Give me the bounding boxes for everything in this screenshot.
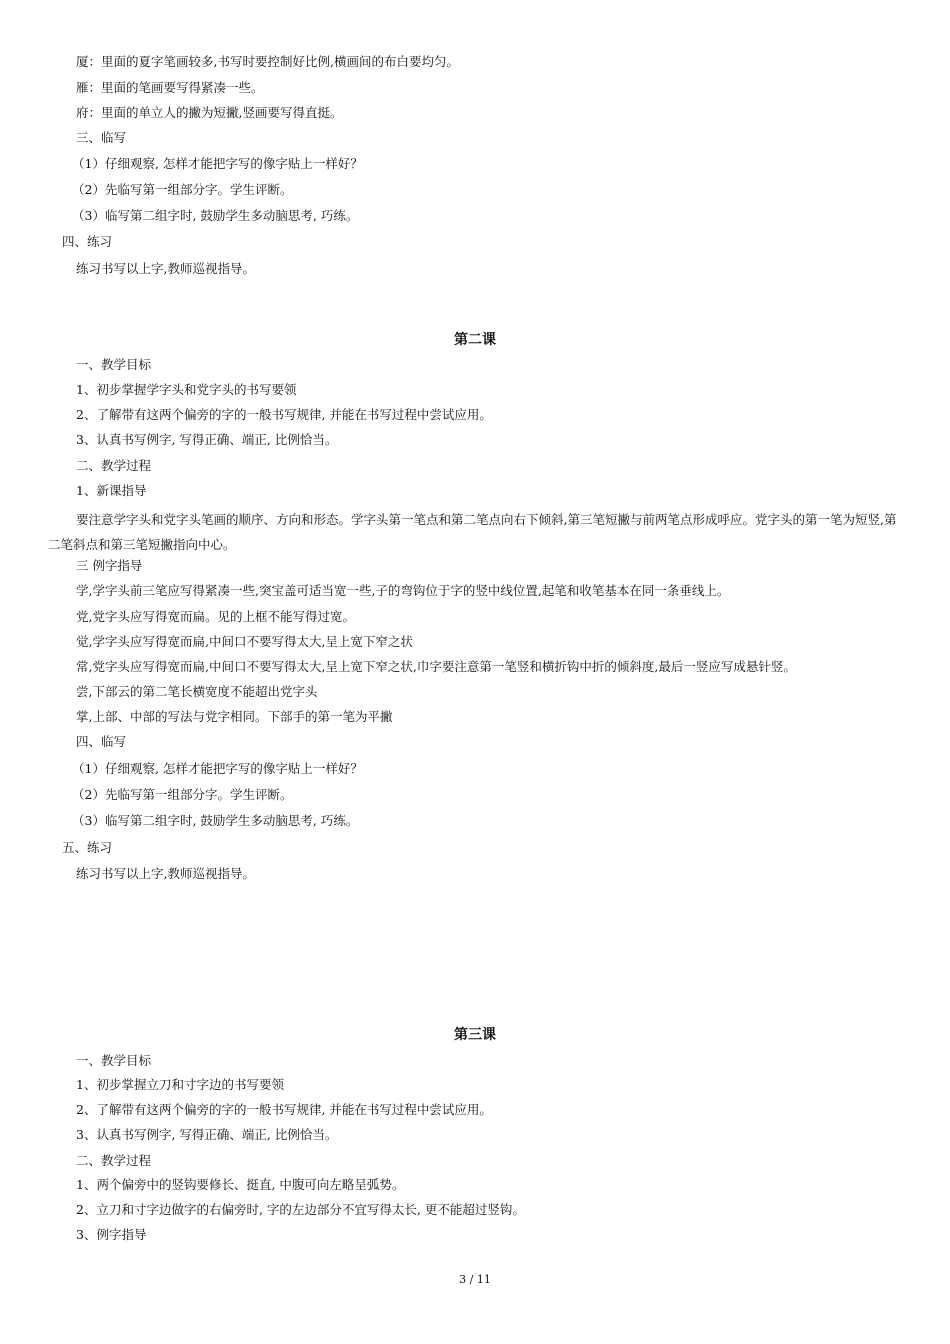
text-line: （2）先临写第一组部分字。学生评断。 (72, 787, 293, 802)
text-line: 雁：里面的笔画要写得紧凑一些。 (76, 80, 264, 95)
page-number: 3 / 11 (459, 1273, 491, 1286)
text-line: 党,党字头应写得宽而扁。见的上框不能写得过宽。 (76, 609, 355, 624)
text-line: 2、立刀和寸字边做字的右偏旁时, 字的左边部分不宜写得太长, 更不能超过竖钩。 (76, 1202, 525, 1217)
text-line: 府：里面的单立人的撇为短撇,竖画要写得直挺。 (76, 105, 343, 120)
section-heading: 三 例字指导 (76, 558, 143, 573)
text-line: （1）仔细观察, 怎样才能把字写的像字贴上一样好？ (72, 156, 363, 171)
text-line: 常,党字头应写得宽而扁,中间口不要写得太大,呈上宽下窄之状,巾字要注意第一笔竖和横折钩中折的倾斜度,最后一竖应写成悬针竖。 (76, 659, 796, 674)
text-line: 练习书写以上字,教师巡视指导。 (76, 866, 255, 881)
text-line: 觉,学字头应写得宽而扁,中间口不要写得太大,呈上宽下窄之状 (76, 634, 413, 649)
text-line: 2、了解带有这两个偏旁的字的一般书写规律, 并能在书写过程中尝试应用。 (76, 1102, 492, 1117)
section-heading: 一、教学目标 (76, 357, 152, 372)
text-line: 3、认真书写例字, 写得正确、端正, 比例恰当。 (76, 432, 338, 447)
text-line: 掌,上部、中部的写法与党字相同。下部手的第一笔为平撇 (76, 709, 393, 724)
text-line: （3）临写第二组字时, 鼓励学生多动脑思考, 巧练。 (72, 813, 359, 828)
text-line: （2）先临写第一组部分字。学生评断。 (72, 182, 293, 197)
section-heading: 二、教学过程 (76, 1153, 152, 1168)
text-line: 3、例字指导 (76, 1227, 147, 1242)
section-heading: 五、练习 (62, 840, 113, 855)
lesson-title: 第二课 (454, 332, 496, 348)
lesson-title: 第三课 (454, 1027, 496, 1043)
text-line: 厦：里面的夏字笔画较多,书写时要控制好比例,横画间的布白要均匀。 (76, 54, 459, 69)
section-heading: 三、临写 (76, 130, 127, 145)
text-line: 3、认真书写例字, 写得正确、端正, 比例恰当。 (76, 1127, 338, 1142)
section-heading: 四、练习 (62, 234, 113, 249)
text-line: 尝,下部云的第二笔长横宽度不能超出党字头 (76, 684, 318, 699)
text-line: （1）仔细观察, 怎样才能把字写的像字贴上一样好？ (72, 761, 363, 776)
text-line: 2、了解带有这两个偏旁的字的一般书写规律, 并能在书写过程中尝试应用。 (76, 407, 492, 422)
text-line: 1、新课指导 (76, 483, 147, 498)
section-heading: 四、临写 (76, 734, 127, 749)
section-heading: 一、教学目标 (76, 1053, 152, 1068)
text-line: 1、初步掌握学字头和党字头的书写要领 (76, 382, 297, 397)
paragraph: 要注意学字头和党字头笔画的顺序、方向和形态。学字头第一笔点和第二笔点向右下倾斜,第三笔短撇与前两笔点形成呼应。党字头的第一笔为短竖,第二笔斜点和第三笔短撇指向中心。 (48, 512, 897, 552)
text-line: （3）临写第二组字时, 鼓励学生多动脑思考, 巧练。 (72, 208, 359, 223)
text-line: 练习书写以上字,教师巡视指导。 (76, 261, 255, 276)
section-heading: 二、教学过程 (76, 458, 152, 473)
text-line: 1、初步掌握立刀和寸字边的书写要领 (76, 1077, 284, 1092)
text-line: 1、两个偏旁中的竖钩要修长、挺直, 中腹可向左略呈弧势。 (76, 1177, 405, 1192)
text-line: 学,学字头前三笔应写得紧凑一些,突宝盖可适当宽一些,子的弯钩位于字的竖中线位置,起笔和收笔基本在同一条垂线上。 (76, 583, 730, 598)
